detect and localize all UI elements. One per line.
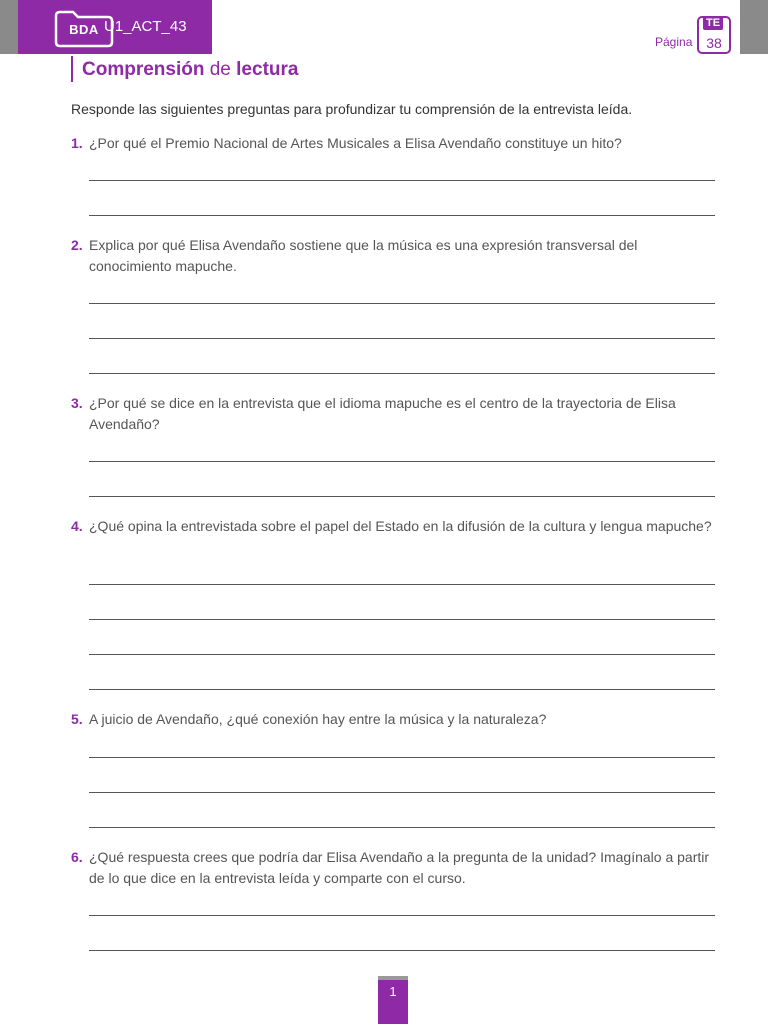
instructions-text: Responde las siguientes preguntas para profundizar tu comprensión de la entrevista leída. [71, 101, 633, 117]
page-reference-number: 38 [706, 35, 722, 51]
question-number: 2. [71, 237, 83, 253]
question-text: A juicio de Avendaño, ¿qué conexión hay entre la música y la naturaleza? [89, 711, 547, 727]
answer-line[interactable] [89, 689, 715, 690]
answer-line[interactable] [89, 496, 715, 497]
title-part-1: Comprensión [82, 59, 205, 80]
answer-line[interactable] [89, 584, 715, 585]
question-1 [71, 133, 721, 154]
question-5 [71, 709, 721, 730]
question-4 [71, 516, 721, 537]
answer-line[interactable] [89, 215, 715, 216]
activity-code: U1_ACT_43 [104, 18, 187, 35]
te-badge: TE [703, 16, 723, 30]
answer-line[interactable] [89, 303, 715, 304]
answer-line[interactable] [89, 950, 715, 951]
answer-line[interactable] [89, 461, 715, 462]
title-part-2: de [209, 59, 231, 80]
bda-label: BDA [69, 22, 99, 37]
title-accent-rule [71, 56, 73, 82]
question-text: Explica por qué Elisa Avendaño sostiene que la música es una expresión transversal del conocimiento mapuche. [89, 237, 638, 274]
answer-line[interactable] [89, 338, 715, 339]
pagina-label: Página [655, 35, 693, 49]
question-number: 5. [71, 711, 83, 727]
answer-line[interactable] [89, 827, 715, 828]
answer-line[interactable] [89, 915, 715, 916]
page-reference-box [697, 16, 731, 54]
footer-page-number: 1 [378, 976, 408, 1024]
title-part-3: lectura [236, 59, 299, 80]
answer-line[interactable] [89, 180, 715, 181]
question-number: 4. [71, 518, 83, 534]
answer-line[interactable] [89, 654, 715, 655]
question-text: ¿Por qué el Premio Nacional de Artes Musicales a Elisa Avendaño constituye un hito? [89, 135, 622, 151]
answer-line[interactable] [89, 373, 715, 374]
question-3 [71, 393, 721, 435]
answer-line[interactable] [89, 619, 715, 620]
question-number: 3. [71, 395, 83, 411]
answer-line[interactable] [89, 792, 715, 793]
question-6 [71, 847, 721, 889]
question-2 [71, 235, 721, 277]
answer-line[interactable] [89, 757, 715, 758]
header-gray-bar-right [740, 0, 768, 54]
header-gray-bar-left [0, 0, 18, 54]
question-number: 1. [71, 135, 83, 151]
question-text: ¿Qué respuesta crees que podría dar Elisa Avendaño a la pregunta de la unidad? Imagínalo a partir de lo que dice en la entrevista leída y comparte con el curso. [89, 849, 710, 886]
section-title [82, 59, 298, 81]
question-number: 6. [71, 849, 83, 865]
header-activity-tab [18, 0, 212, 54]
question-text: ¿Por qué se dice en la entrevista que el idioma mapuche es el centro de la trayectoria de Elisa Avendaño? [89, 395, 676, 432]
question-text: ¿Qué opina la entrevistada sobre el papel del Estado en la difusión de la cultura y lengua mapuche? [89, 518, 712, 534]
